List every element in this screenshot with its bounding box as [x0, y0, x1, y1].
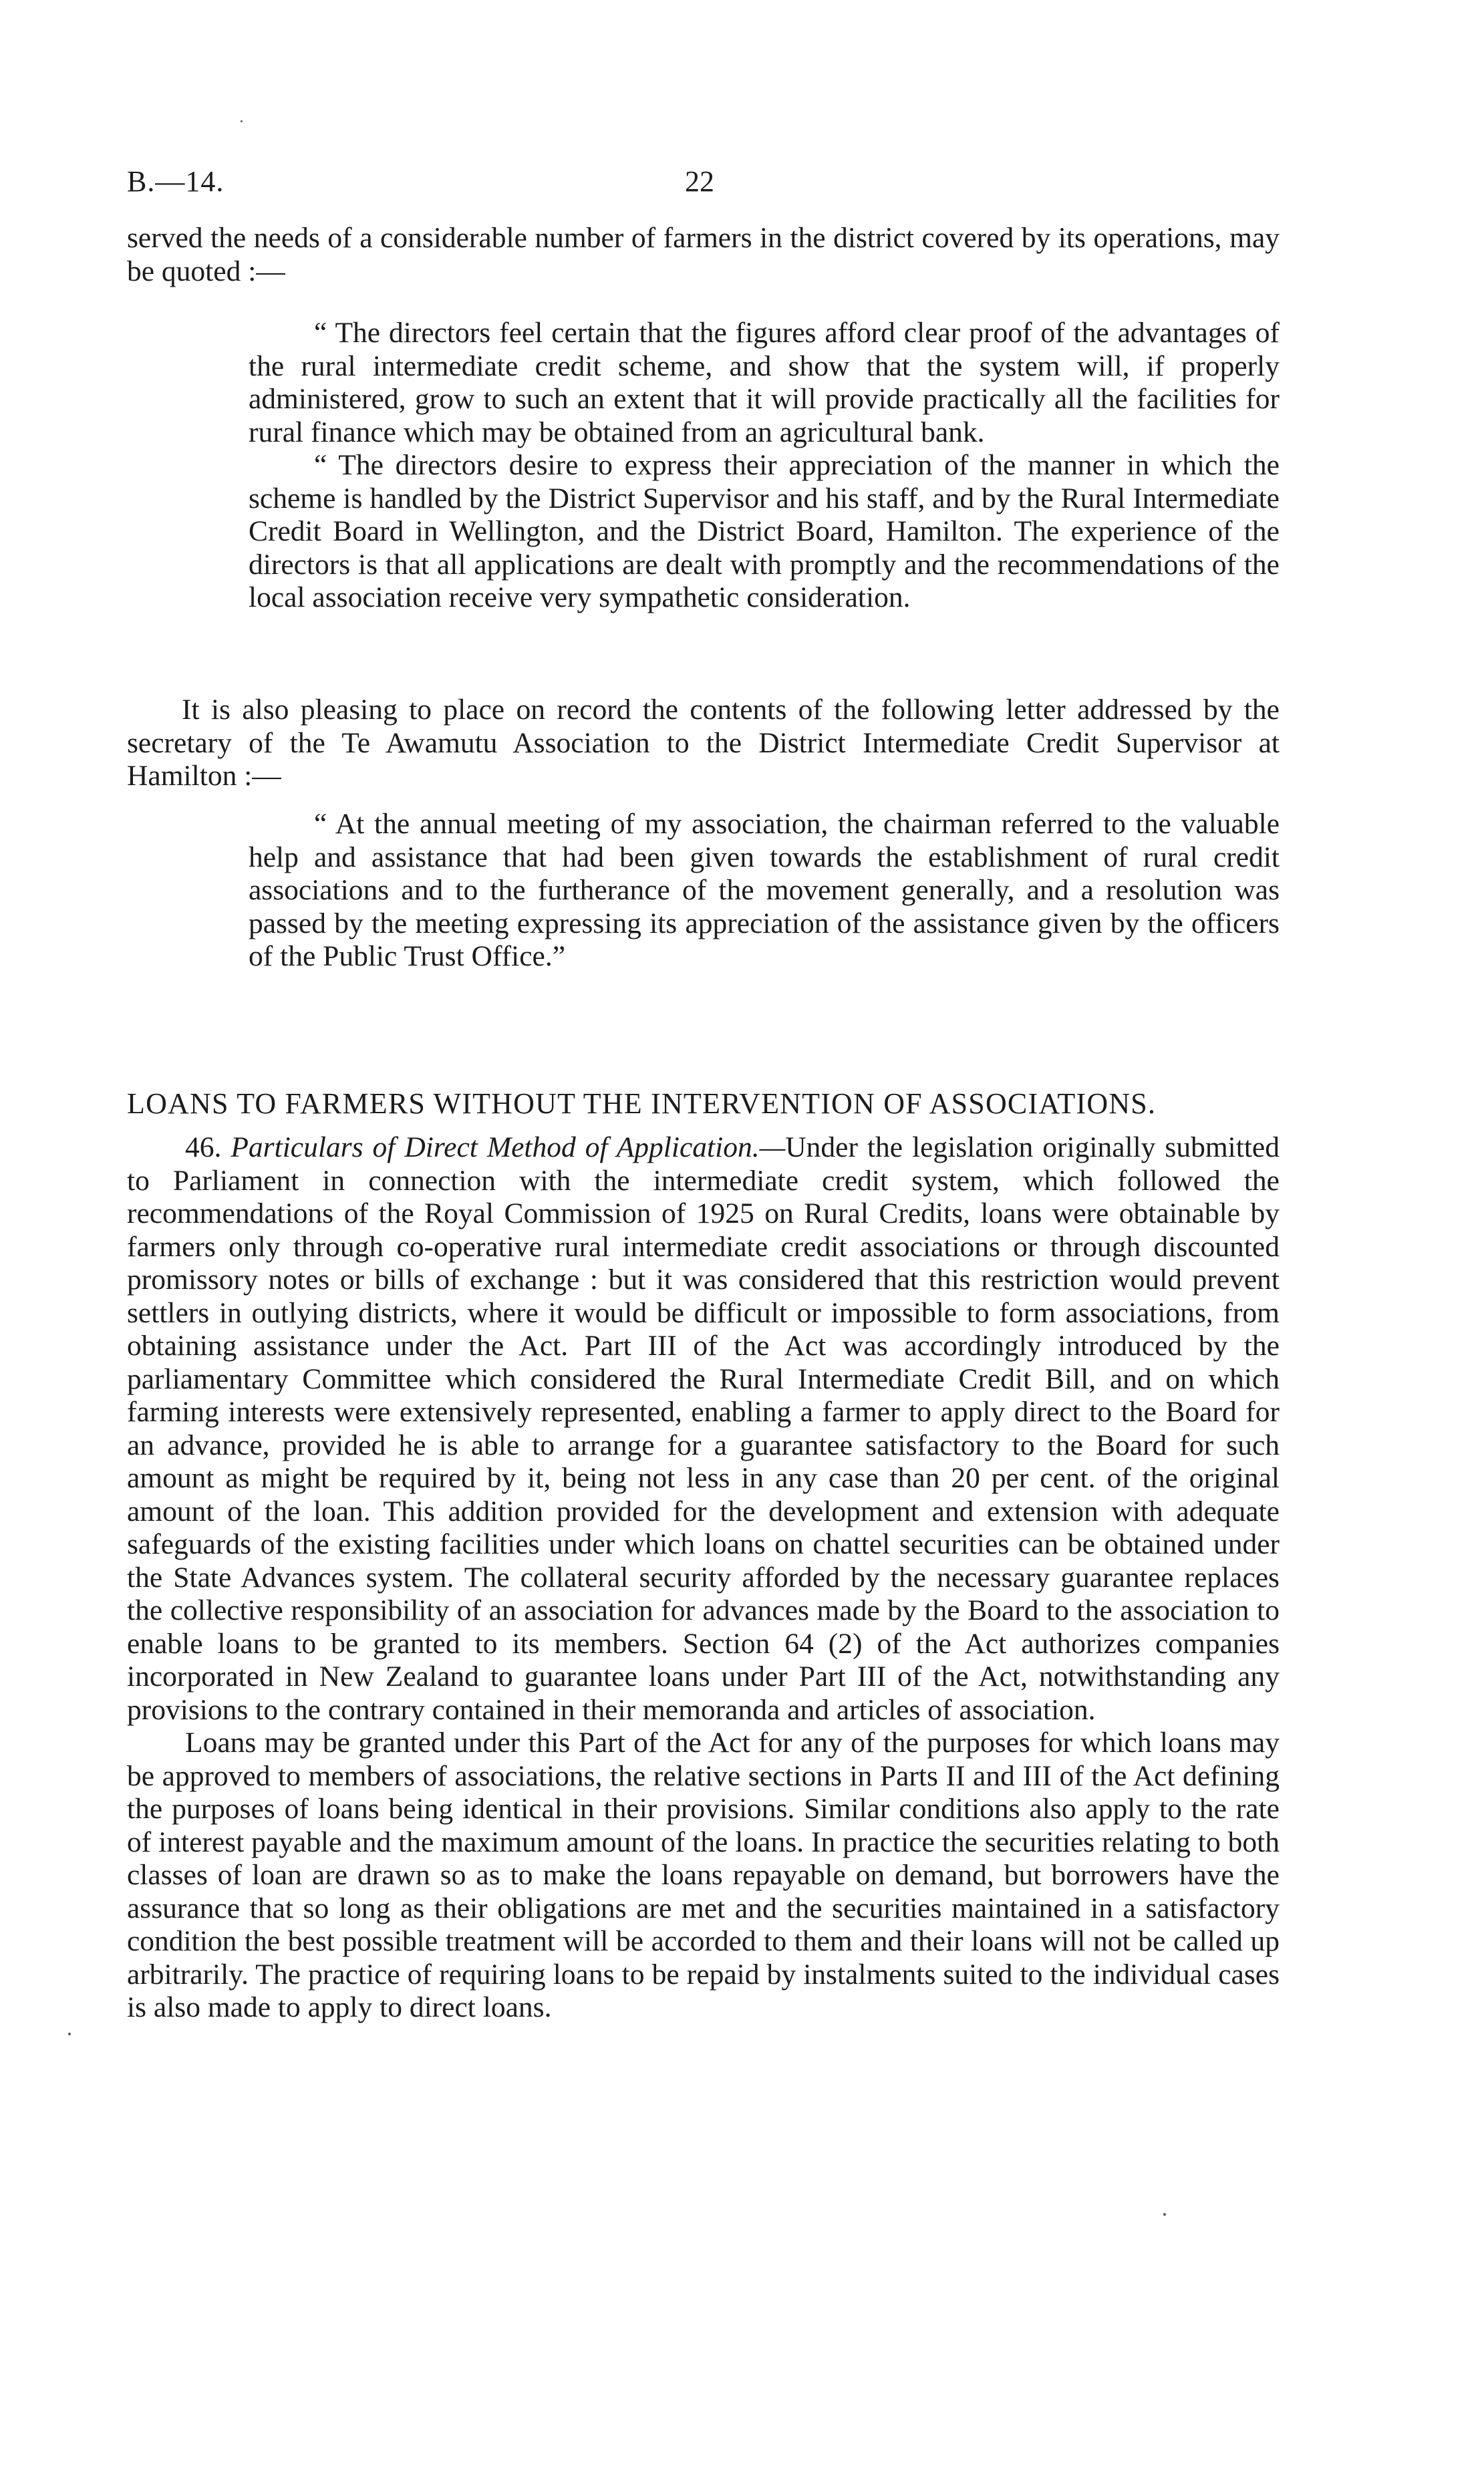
- quote-block-letter: [249, 808, 1280, 974]
- quote-paragraph: “ The directors feel certain that the figures afford clear proof of the advantages of the rural intermediate credit scheme, and show that the system will, if properly administered, grow to such an extent that it will provide practically all the facilities for rural finance which may be obtained from an agricultural bank.: [249, 317, 1280, 448]
- section-paragraph-text: Under the legislation originally submitted to Parliament in connection with the intermediate credit system, which followed the recommendations of the Royal Commission of 1925 on Rural Credits, loans were obtainable by farmers only through co-operative rural intermediate credit associations or through discounted promissory notes or bills of exchange : but it was considered that this restriction would prevent settlers in outlying districts, where it would be difficult or impossible to form associations, from obtaining assistance under the Act. Part III of the Act was accordingly introduced by the parliamentary Committee which considered the Rural Intermediate Credit Bill, and on which farming interests were extensively represented, enabling a farmer to apply direct to the Board for an advance, provided he is able to arrange for a guarantee satisfactory to the Board for such amount as might be required by it, being not less in any case than 20 per cent. of the original amount of the loan. This addition provided for the development and extension with adequate safeguards of the existing facilities under which loans on chattel securities can be obtained under the State Advances system. The collateral security afforded by the necessary guarantee replaces the collective responsibility of an association for advances made by the Board to the association to enable loans to be granted to its members. Section 64 (2) of the Act authorizes companies incorporated in New Zealand to guarantee loans under Part III of the Act, notwithstanding any provisions to the contrary contained in their memoranda and articles of association.: [127, 1131, 1280, 1726]
- report-reference: B.—14.: [127, 165, 225, 198]
- section-heading: LOANS TO FARMERS WITHOUT THE INTERVENTION OF ASSOCIATIONS.: [127, 1087, 1157, 1120]
- section-number: 46.: [185, 1131, 222, 1163]
- scan-speck: [241, 120, 243, 122]
- section-body: [127, 1131, 1280, 2025]
- letter-intro-paragraph: [127, 694, 1280, 793]
- scan-speck: [1163, 2213, 1166, 2216]
- intro-paragraph: [127, 222, 1280, 288]
- page-number: 22: [685, 165, 714, 198]
- intro-text: served the needs of a considerable number of farmers in the district covered by its operations, may be quoted :—: [127, 222, 1280, 287]
- section-paragraph: Loans may be granted under this Part of the Act for any of the purposes for which loans may be approved to members of associations, the relative sections in Parts II and III of the Act defining the purposes of loans being identical in their provisions. Similar conditions also apply to the rate of interest payable and the maximum amount of the loans. In practice the securities relating to both classes of loan are drawn so as to make the loans repayable on demand, but borrowers have the assurance that so long as their obligations are met and the securities maintained in a satisfactory condition the best possible treatment will be accorded to them and their loans will not be called up arbitrarily. The practice of requiring loans to be repaid by instalments suited to the individual cases is also made to apply to direct loans.: [127, 1727, 1280, 2023]
- quote-block-directors: [249, 317, 1280, 615]
- letter-intro-text: It is also pleasing to place on record the contents of the following letter addressed by the secretary of the Te Awamutu Association to the District Intermediate Credit Supervisor at Hamilton :—: [127, 694, 1280, 792]
- scan-speck: [68, 2033, 71, 2035]
- section-paragraph: [127, 1131, 1280, 1727]
- quote-paragraph: “ The directors desire to express their appreciation of the manner in which the scheme is handled by the District Supervisor and his staff, and by the Rural Intermediate Credit Board in Wellington, and the District Board, Hamilton. The experience of the directors is that all applications are dealt with promptly and the recommendations of the local association receive very sympathetic consideration.: [249, 449, 1280, 613]
- quote-paragraph: “ At the annual meeting of my association, the chairman referred to the valuable help and assistance that had been given towards the establishment of rural credit associations and to the furtherance of the movement generally, and a resolution was passed by the meeting expressing its appreciation of the assistance given by the officers of the Public Trust Office.”: [249, 808, 1280, 972]
- section-title: Particulars of Direct Method of Application.—: [231, 1131, 786, 1163]
